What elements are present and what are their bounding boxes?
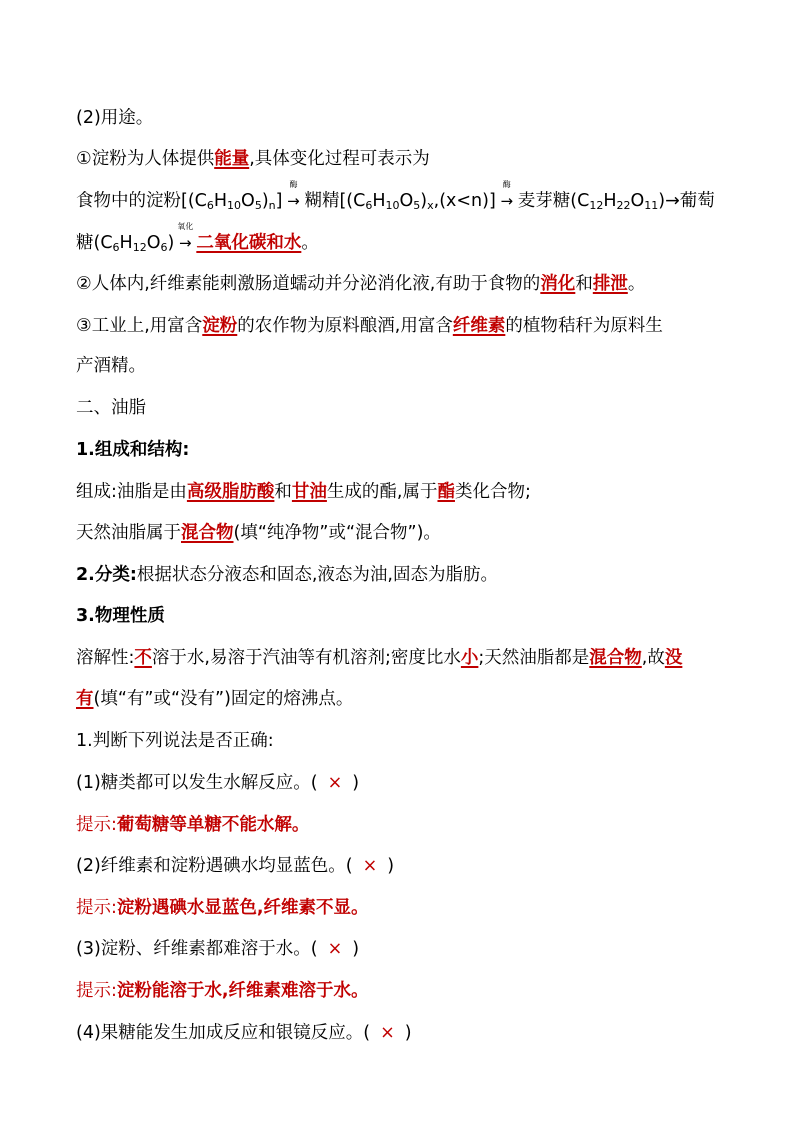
answer-not: 不: [134, 648, 152, 668]
answer-excretion: 排泄: [592, 274, 628, 294]
fat-composition: 组成:油脂是由高级脂肪酸和甘油生成的酯,属于酯类化合物;: [76, 482, 531, 502]
oxidation-arrow: 氧化 →: [177, 222, 194, 252]
answer-starch: 淀粉: [202, 316, 238, 336]
judge-hint-2: 提示:淀粉遇碘水显蓝色,纤维素不显。: [76, 898, 369, 918]
judge-q3: (3)淀粉、纤维素都难溶于水。( × ): [76, 939, 360, 959]
answer-fatty-acid: 高级脂肪酸: [186, 482, 275, 502]
judge-hint-1: 提示:葡萄糖等单糖不能水解。: [76, 815, 310, 835]
section-fat-title: 二、油脂: [76, 398, 146, 418]
fat-physical-1: 溶解性:不溶于水,易溶于汽油等有机溶剂;密度比水小;天然油脂都是混合物,故没: [76, 648, 683, 668]
usage-heading: (2)用途。: [76, 108, 154, 128]
equation-line-1: 食物中的淀粉$[(C_6H_{10}O_5)_n]$ 酶 → 糊精$[(C_6H_{10}O_5)_x,(x<n)]$ 酶 → 麦芽糖$(C_{12}H_{22}O_{11})\to$葡萄: [76, 180, 715, 212]
enzyme-arrow-2: 酶 →: [500, 180, 514, 210]
answer-mixture-2: 混合物: [589, 648, 642, 668]
answer-mixture: 混合物: [181, 523, 234, 543]
fat-physical-2: 有(填“有”或“没有”)固定的熔沸点。: [76, 689, 354, 709]
judge-q1: (1)糖类都可以发生水解反应。( × ): [76, 773, 360, 793]
fat-classification: 2.分类:根据状态分液态和固态,液态为油,固态为脂肪。: [76, 565, 498, 585]
fat-natural: 天然油脂属于混合物(填“纯净物”或“混合物”)。: [76, 523, 441, 543]
usage-item-3-cont: 产酒精。: [76, 356, 146, 376]
answer-none-part1: 没: [664, 648, 683, 668]
answer-energy: 能量: [214, 149, 250, 169]
judge-hint-3: 提示:淀粉能溶于水,纤维素难溶于水。: [76, 981, 369, 1001]
judge-q2: (2)纤维素和淀粉遇碘水均显蓝色。( × ): [76, 856, 395, 876]
answer-cellulose: 纤维素: [452, 316, 506, 336]
usage-item-3: ③工业上,用富含淀粉的农作物为原料酿酒,用富含纤维素的植物秸秆为原料生: [76, 316, 663, 336]
fat-heading-3: 3.物理性质: [76, 606, 165, 626]
judge-q4: (4)果糖能发生加成反应和银镜反应。( × ): [76, 1023, 412, 1043]
wrong-mark: ×: [362, 856, 378, 876]
answer-glycerol: 甘油: [291, 482, 327, 502]
answer-none-part2: 有: [76, 689, 94, 709]
wrong-mark: ×: [327, 773, 343, 793]
answer-smaller: 小: [460, 648, 479, 668]
judge-title: 1.判断下列说法是否正确:: [76, 731, 274, 751]
usage-item-2: ②人体内,纤维素能刺激肠道蠕动并分泌消化液,有助于食物的消化和排泄。: [76, 274, 646, 294]
equation-line-2: 糖$(C_6H_{12}O_6)$ 氧化 → 二氧化碳和水。: [76, 222, 319, 254]
answer-digestion: 消化: [540, 274, 576, 294]
wrong-mark: ×: [380, 1023, 395, 1043]
enzyme-arrow-1: 酶 →: [287, 180, 300, 210]
answer-ester: 酯: [437, 482, 455, 502]
usage-item-1: ①淀粉为人体提供能量,具体变化过程可表示为: [76, 149, 430, 169]
arrow-3: →: [665, 191, 680, 211]
answer-co2-water: 二氧化碳和水: [196, 233, 302, 253]
fat-heading-1: 1.组成和结构:: [76, 440, 190, 460]
wrong-mark: ×: [327, 939, 343, 959]
